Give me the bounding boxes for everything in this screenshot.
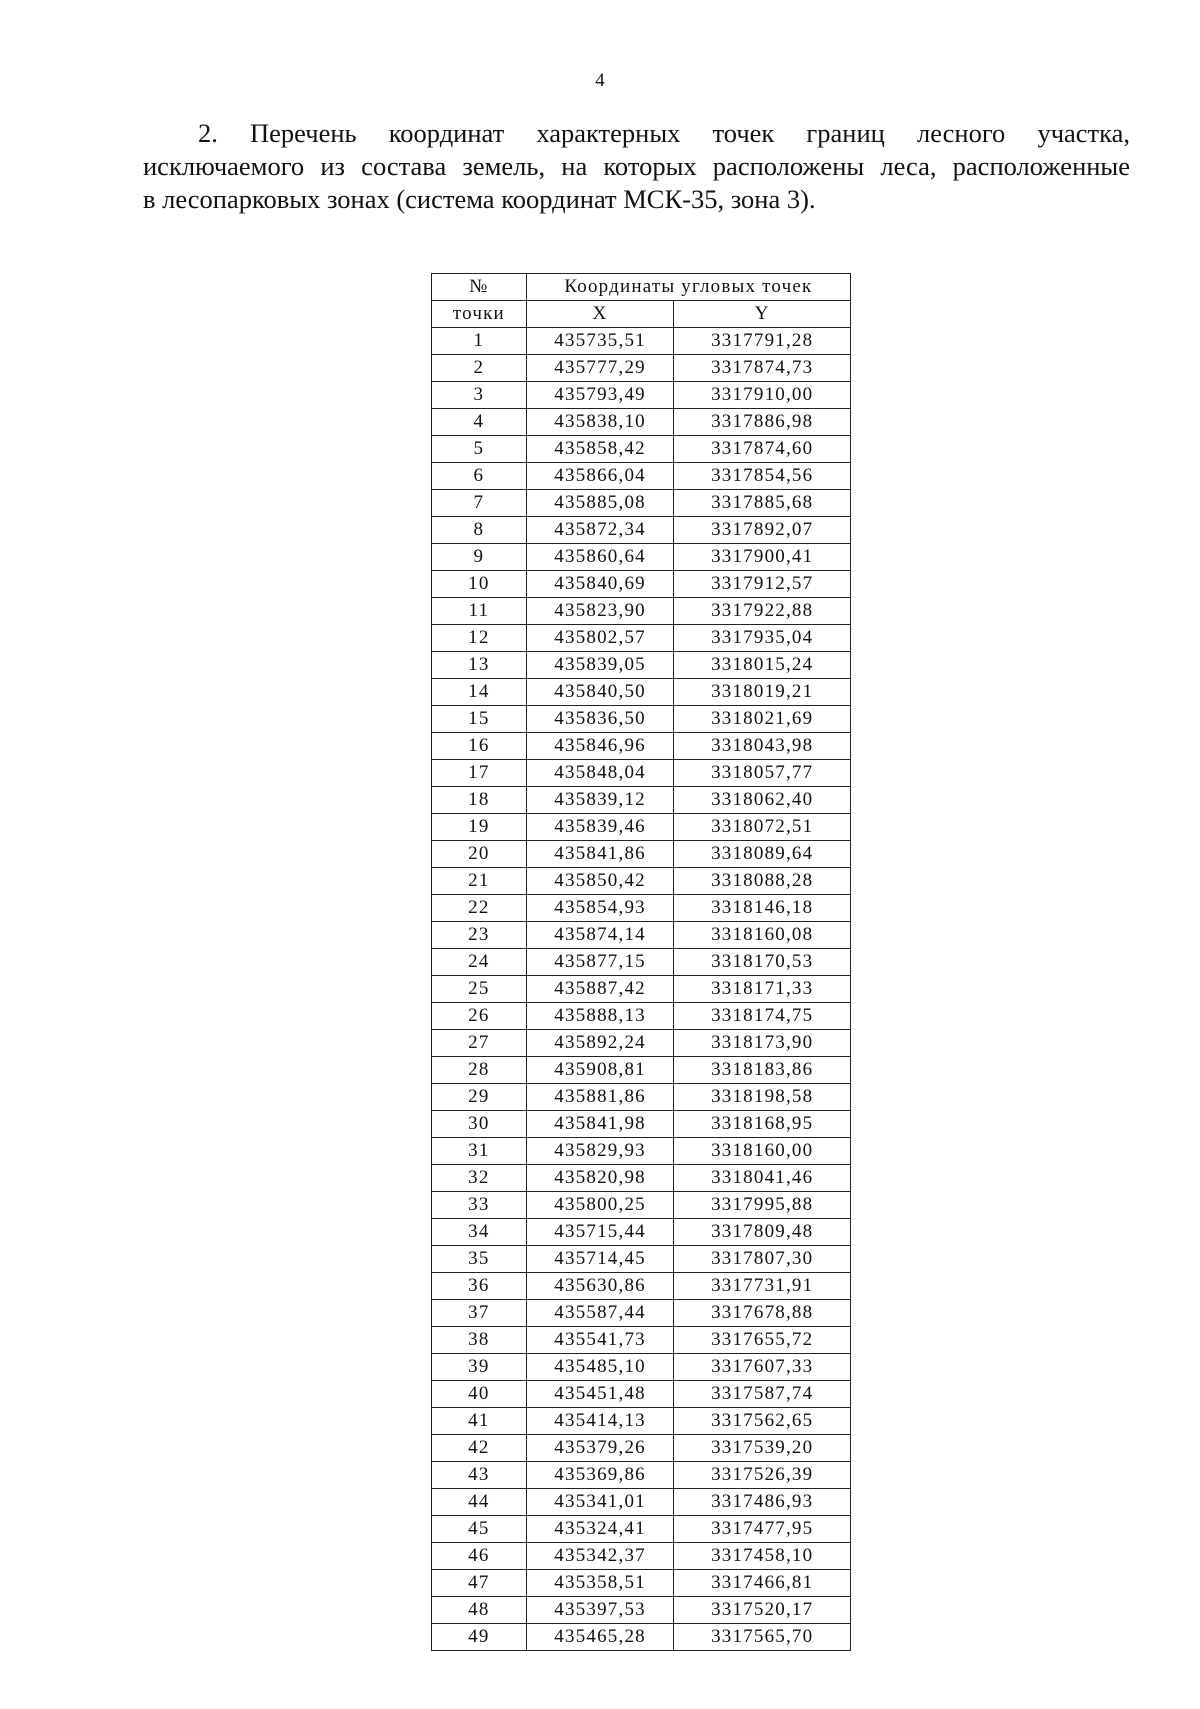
x-coordinate-cell: 435872,34 <box>526 517 674 544</box>
table-row <box>432 436 851 463</box>
y-coordinate-cell: 3318089,64 <box>674 841 851 868</box>
table-row <box>432 949 851 976</box>
y-coordinate-cell: 3318174,75 <box>674 1003 851 1030</box>
table-row <box>432 1570 851 1597</box>
x-coordinate-cell: 435823,90 <box>526 598 674 625</box>
table-row <box>432 463 851 490</box>
x-coordinate-cell: 435465,28 <box>526 1624 674 1651</box>
y-coordinate-cell: 3317874,60 <box>674 436 851 463</box>
point-number-cell: 49 <box>432 1624 527 1651</box>
y-coordinate-cell: 3317520,17 <box>674 1597 851 1624</box>
x-coordinate-cell: 435587,44 <box>526 1300 674 1327</box>
point-number-cell: 16 <box>432 733 527 760</box>
table-row <box>432 814 851 841</box>
x-coordinate-cell: 435858,42 <box>526 436 674 463</box>
y-coordinate-cell: 3317678,88 <box>674 1300 851 1327</box>
y-coordinate-cell: 3317886,98 <box>674 409 851 436</box>
table-row <box>432 544 851 571</box>
y-coordinate-cell: 3318057,77 <box>674 760 851 787</box>
table-header-row <box>432 301 851 328</box>
point-number-cell: 34 <box>432 1219 527 1246</box>
table-row <box>432 1597 851 1624</box>
table-row <box>432 922 851 949</box>
table-row <box>432 760 851 787</box>
point-number-cell: 5 <box>432 436 527 463</box>
point-number-header-top: № <box>432 274 527 301</box>
point-number-cell: 41 <box>432 1408 527 1435</box>
point-number-cell: 19 <box>432 814 527 841</box>
point-number-cell: 27 <box>432 1030 527 1057</box>
point-number-cell: 28 <box>432 1057 527 1084</box>
table-row <box>432 1516 851 1543</box>
point-number-cell: 45 <box>432 1516 527 1543</box>
coordinates-table <box>431 273 851 1651</box>
point-number-cell: 30 <box>432 1111 527 1138</box>
table-row <box>432 733 851 760</box>
x-coordinate-cell: 435541,73 <box>526 1327 674 1354</box>
point-number-cell: 9 <box>432 544 527 571</box>
table-row <box>432 1354 851 1381</box>
point-number-cell: 1 <box>432 328 527 355</box>
heading-line: исключаемого из состава земель, на которых расположены леса, расположенные <box>143 151 1130 181</box>
x-coordinate-cell: 435414,13 <box>526 1408 674 1435</box>
y-coordinate-cell: 3317910,00 <box>674 382 851 409</box>
x-coordinate-cell: 435369,86 <box>526 1462 674 1489</box>
table-row <box>432 1057 851 1084</box>
x-coordinate-cell: 435358,51 <box>526 1570 674 1597</box>
table-row <box>432 652 851 679</box>
x-coordinate-cell: 435341,01 <box>526 1489 674 1516</box>
point-number-cell: 39 <box>432 1354 527 1381</box>
point-number-cell: 4 <box>432 409 527 436</box>
table-row <box>432 895 851 922</box>
table-row <box>432 1462 851 1489</box>
y-coordinate-cell: 3317912,57 <box>674 571 851 598</box>
x-coordinate-cell: 435860,64 <box>526 544 674 571</box>
x-coordinate-cell: 435451,48 <box>526 1381 674 1408</box>
x-coordinate-cell: 435874,14 <box>526 922 674 949</box>
table-row <box>432 1273 851 1300</box>
point-number-cell: 36 <box>432 1273 527 1300</box>
point-number-cell: 32 <box>432 1165 527 1192</box>
point-number-cell: 25 <box>432 976 527 1003</box>
section-heading <box>143 117 1130 216</box>
point-number-cell: 2 <box>432 355 527 382</box>
point-number-cell: 24 <box>432 949 527 976</box>
table-row <box>432 328 851 355</box>
y-coordinate-cell: 3317809,48 <box>674 1219 851 1246</box>
y-coordinate-cell: 3317587,74 <box>674 1381 851 1408</box>
x-coordinate-cell: 435838,10 <box>526 409 674 436</box>
x-coordinate-cell: 435324,41 <box>526 1516 674 1543</box>
point-number-cell: 15 <box>432 706 527 733</box>
x-coordinate-cell: 435840,69 <box>526 571 674 598</box>
table-row <box>432 1300 851 1327</box>
table-row <box>432 841 851 868</box>
y-coordinate-cell: 3318043,98 <box>674 733 851 760</box>
y-coordinate-cell: 3317807,30 <box>674 1246 851 1273</box>
y-coordinate-cell: 3318168,95 <box>674 1111 851 1138</box>
x-coordinate-cell: 435881,86 <box>526 1084 674 1111</box>
x-coordinate-cell: 435379,26 <box>526 1435 674 1462</box>
x-coordinate-cell: 435829,93 <box>526 1138 674 1165</box>
x-coordinate-cell: 435397,53 <box>526 1597 674 1624</box>
table-row <box>432 355 851 382</box>
y-coordinate-cell: 3317892,07 <box>674 517 851 544</box>
table-row <box>432 1219 851 1246</box>
table-row <box>432 409 851 436</box>
y-coordinate-cell: 3317486,93 <box>674 1489 851 1516</box>
y-coordinate-cell: 3318072,51 <box>674 814 851 841</box>
point-number-cell: 48 <box>432 1597 527 1624</box>
x-coordinate-cell: 435877,15 <box>526 949 674 976</box>
x-coordinate-cell: 435888,13 <box>526 1003 674 1030</box>
y-coordinate-cell: 3317935,04 <box>674 625 851 652</box>
table-row <box>432 1489 851 1516</box>
table-row <box>432 679 851 706</box>
page-number: 4 <box>595 70 605 91</box>
x-coordinate-cell: 435839,12 <box>526 787 674 814</box>
table-row <box>432 1543 851 1570</box>
x-coordinate-cell: 435836,50 <box>526 706 674 733</box>
point-number-cell: 11 <box>432 598 527 625</box>
y-coordinate-cell: 3318160,08 <box>674 922 851 949</box>
table-row <box>432 1327 851 1354</box>
x-column-header: X <box>526 301 674 328</box>
y-coordinate-cell: 3318015,24 <box>674 652 851 679</box>
point-number-cell: 29 <box>432 1084 527 1111</box>
x-coordinate-cell: 435850,42 <box>526 868 674 895</box>
table-row <box>432 1624 851 1651</box>
table-row <box>432 868 851 895</box>
x-coordinate-cell: 435846,96 <box>526 733 674 760</box>
x-coordinate-cell: 435630,86 <box>526 1273 674 1300</box>
x-coordinate-cell: 435839,05 <box>526 652 674 679</box>
table-row <box>432 1246 851 1273</box>
y-coordinate-cell: 3317900,41 <box>674 544 851 571</box>
y-coordinate-cell: 3318041,46 <box>674 1165 851 1192</box>
table-row <box>432 787 851 814</box>
y-coordinate-cell: 3317995,88 <box>674 1192 851 1219</box>
y-coordinate-cell: 3318183,86 <box>674 1057 851 1084</box>
y-coordinate-cell: 3317854,56 <box>674 463 851 490</box>
heading-line: 2. Перечень координат характерных точек границ лесного участка, <box>198 118 1130 148</box>
table-header-row <box>432 274 851 301</box>
point-number-cell: 6 <box>432 463 527 490</box>
table-row <box>432 1381 851 1408</box>
point-number-cell: 20 <box>432 841 527 868</box>
y-coordinate-cell: 3318198,58 <box>674 1084 851 1111</box>
point-number-cell: 10 <box>432 571 527 598</box>
point-number-cell: 47 <box>432 1570 527 1597</box>
x-coordinate-cell: 435715,44 <box>526 1219 674 1246</box>
y-coordinate-cell: 3317607,33 <box>674 1354 851 1381</box>
x-coordinate-cell: 435800,25 <box>526 1192 674 1219</box>
x-coordinate-cell: 435839,46 <box>526 814 674 841</box>
table-row <box>432 625 851 652</box>
table-row <box>432 598 851 625</box>
point-number-header-bottom: точки <box>432 301 527 328</box>
y-coordinate-cell: 3318088,28 <box>674 868 851 895</box>
x-coordinate-cell: 435714,45 <box>526 1246 674 1273</box>
y-coordinate-cell: 3317526,39 <box>674 1462 851 1489</box>
table-row <box>432 1111 851 1138</box>
heading-line: в лесопарковых зонах (система координат МСК-35, зона 3). <box>143 184 816 214</box>
y-coordinate-cell: 3317458,10 <box>674 1543 851 1570</box>
point-number-cell: 31 <box>432 1138 527 1165</box>
point-number-cell: 3 <box>432 382 527 409</box>
point-number-cell: 40 <box>432 1381 527 1408</box>
point-number-cell: 35 <box>432 1246 527 1273</box>
x-coordinate-cell: 435485,10 <box>526 1354 674 1381</box>
point-number-cell: 23 <box>432 922 527 949</box>
point-number-cell: 22 <box>432 895 527 922</box>
y-coordinate-cell: 3317731,91 <box>674 1273 851 1300</box>
table-row <box>432 1138 851 1165</box>
x-coordinate-cell: 435866,04 <box>526 463 674 490</box>
x-coordinate-cell: 435793,49 <box>526 382 674 409</box>
y-coordinate-cell: 3318170,53 <box>674 949 851 976</box>
y-coordinate-cell: 3317791,28 <box>674 328 851 355</box>
table-row <box>432 1435 851 1462</box>
y-column-header: Y <box>674 301 851 328</box>
x-coordinate-cell: 435802,57 <box>526 625 674 652</box>
x-coordinate-cell: 435342,37 <box>526 1543 674 1570</box>
y-coordinate-cell: 3318021,69 <box>674 706 851 733</box>
coordinates-group-header: Координаты угловых точек <box>526 274 850 301</box>
y-coordinate-cell: 3317477,95 <box>674 1516 851 1543</box>
point-number-cell: 26 <box>432 1003 527 1030</box>
y-coordinate-cell: 3318173,90 <box>674 1030 851 1057</box>
y-coordinate-cell: 3317562,65 <box>674 1408 851 1435</box>
y-coordinate-cell: 3317885,68 <box>674 490 851 517</box>
table-row <box>432 1030 851 1057</box>
y-coordinate-cell: 3317655,72 <box>674 1327 851 1354</box>
point-number-cell: 33 <box>432 1192 527 1219</box>
point-number-cell: 8 <box>432 517 527 544</box>
table-row <box>432 382 851 409</box>
table-body <box>432 328 851 1651</box>
point-number-cell: 17 <box>432 760 527 787</box>
x-coordinate-cell: 435735,51 <box>526 328 674 355</box>
x-coordinate-cell: 435854,93 <box>526 895 674 922</box>
point-number-cell: 12 <box>432 625 527 652</box>
point-number-cell: 46 <box>432 1543 527 1570</box>
y-coordinate-cell: 3317874,73 <box>674 355 851 382</box>
table-row <box>432 1003 851 1030</box>
y-coordinate-cell: 3318146,18 <box>674 895 851 922</box>
y-coordinate-cell: 3318019,21 <box>674 679 851 706</box>
point-number-cell: 7 <box>432 490 527 517</box>
point-number-cell: 42 <box>432 1435 527 1462</box>
x-coordinate-cell: 435908,81 <box>526 1057 674 1084</box>
x-coordinate-cell: 435892,24 <box>526 1030 674 1057</box>
y-coordinate-cell: 3317565,70 <box>674 1624 851 1651</box>
x-coordinate-cell: 435841,86 <box>526 841 674 868</box>
table-row <box>432 1192 851 1219</box>
y-coordinate-cell: 3318171,33 <box>674 976 851 1003</box>
x-coordinate-cell: 435885,08 <box>526 490 674 517</box>
point-number-cell: 18 <box>432 787 527 814</box>
y-coordinate-cell: 3317466,81 <box>674 1570 851 1597</box>
point-number-cell: 14 <box>432 679 527 706</box>
point-number-cell: 37 <box>432 1300 527 1327</box>
x-coordinate-cell: 435848,04 <box>526 760 674 787</box>
point-number-cell: 44 <box>432 1489 527 1516</box>
point-number-cell: 43 <box>432 1462 527 1489</box>
x-coordinate-cell: 435841,98 <box>526 1111 674 1138</box>
y-coordinate-cell: 3317922,88 <box>674 598 851 625</box>
table-row <box>432 706 851 733</box>
table-row <box>432 976 851 1003</box>
table-row <box>432 490 851 517</box>
table-row <box>432 517 851 544</box>
table-row <box>432 1084 851 1111</box>
table-row <box>432 571 851 598</box>
point-number-cell: 13 <box>432 652 527 679</box>
y-coordinate-cell: 3318160,00 <box>674 1138 851 1165</box>
table-row <box>432 1165 851 1192</box>
point-number-cell: 38 <box>432 1327 527 1354</box>
x-coordinate-cell: 435777,29 <box>526 355 674 382</box>
x-coordinate-cell: 435840,50 <box>526 679 674 706</box>
x-coordinate-cell: 435820,98 <box>526 1165 674 1192</box>
y-coordinate-cell: 3318062,40 <box>674 787 851 814</box>
table-row <box>432 1408 851 1435</box>
y-coordinate-cell: 3317539,20 <box>674 1435 851 1462</box>
x-coordinate-cell: 435887,42 <box>526 976 674 1003</box>
point-number-cell: 21 <box>432 868 527 895</box>
